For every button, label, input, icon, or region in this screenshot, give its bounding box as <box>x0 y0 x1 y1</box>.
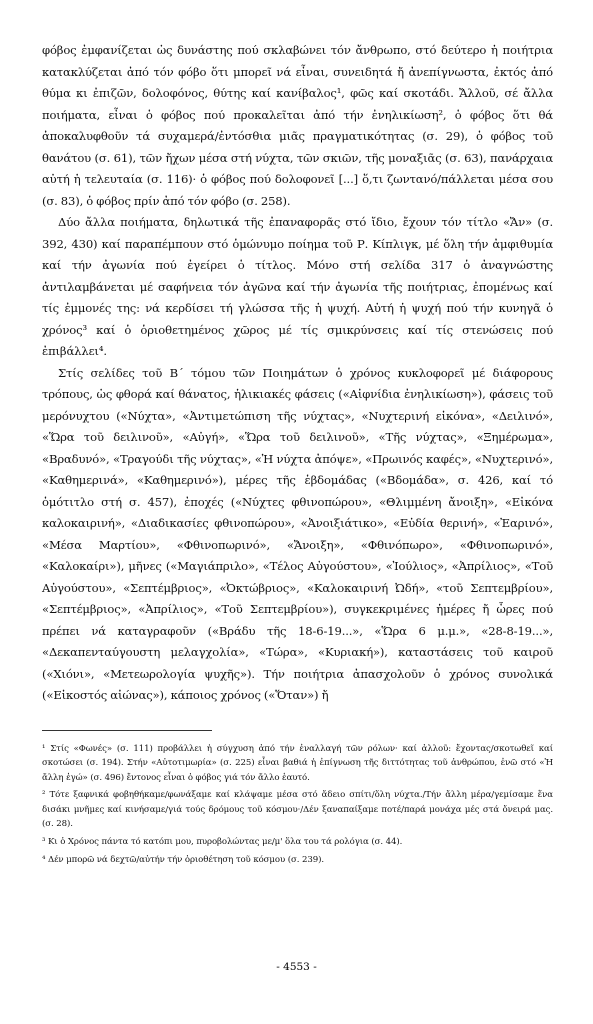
footnote-3: ³ Κι ὁ Χρόνος πάντα τό κατόπι μου, πυροβολώντας με/μ' ὅλα του τά ρολόγια (σ. 44). <box>42 837 403 848</box>
paragraph-3: Στίς σελίδες τοῦ Β΄ τόμου τῶν Ποιημάτων ὁ χρόνος κυκλοφορεῖ μέ διάφορους τρόπους, ὡς φθορά καί θάνατος, ἡλικιακές φάσεις («Αἰφνίδια ἐνηλικίωση»), φάσεις τοῦ μερόνυχτου («Νύχτα», «Ἀντιμετώπιση τῆς νύχτας», «Νυχτερινή εἰκόνα», «Δειλινό», «Ὥρα τοῦ δειλινοῦ», «Αὐγή», «Ὥρα τοῦ δειλινοῦ», «Τῆς νύχτας», «Ξημέρωμα», «Βραδυνό», «Τραγούδι τῆς νύχτας», «Ἡ νύχτα ἀπόψε», «Πρωινός καφές», «Νυχτερινό», «Καθημερινά», «Καθημερινό»), μέρες τῆς ἑβδομάδας («Βδομάδα», σ. 426, καί τό ὁμότιτλο στή σ. 457), ἐποχές («Νύχτες φθινοπώρου», «Θλιμμένη ἄνοιξη», «Εἰκόνα καλοκαιρινή», «Διαδικασίες φθινοπώρου», «Ἀνοιξιάτικο», «Εὐδία θερινή», «Ἐαρινό», «Μέσα Μαρτίου», «Φθινοπωρινό», «Ἄνοιξη», «Φθινόπωρο», «Φθινοπωρινό», «Καλοκαίρι»), μῆνες («Μαγιάπριλο», «Τέλος Αὐγούστου», «Ἰούλιος», «Ἀπρίλιος», «Τοῦ Αὐγούστου», «Σεπτέμβριος», «Ὀκτώβριος», «Καλοκαιρινή Ὠδή», «τοῦ Σεπτεμβρίου», «Σεπτέμβριος», «Ἀπρίλιος», «Τοῦ Σεπτεμβρίου»), συγκεκριμένες ἡμέρες ἤ ὧρες πού πρέπει νά καταγραφοῦν («Βράδυ τῆς 18-6-19...», «Ὥρα 6 μ.μ.», «28-8-19...», «Δεκαπενταύγουστη μελαγχολία», «Τώρα», «Κυριακή»), καταστάσεις τοῦ καιροῦ («Χιόνι», «Μετεωρολογία ψυχῆς»). Τήν ποιήτρια ἀπασχολοῦν ὁ χρόνος συνολικά («Εἰκοστός αἰώνας»), κάποιος χρόνος («Ὅταν») ἤ <box>42 365 553 702</box>
footnote-2: ² Τότε ξαφνικά φοβηθήκαμε/φωνάξαμε καί κλάψαμε μέσα στό ἄδειο σπίτι/ὅλη νύχτα./Τήν ἄλλη μέρα/γεμίσαμε ἕνα δισάκι μνῆμες καί κινήσαμε/γιά τούς δρόμους τοῦ κόσμου·/Δέν ξαναπαίξαμε ποτέ/παρά μονάχα μές στά ὄνειρά μας. (σ. 28). <box>42 790 553 830</box>
footnotes <box>42 742 553 868</box>
body-text <box>42 40 553 707</box>
footnote-divider <box>42 730 212 731</box>
footnote-1: ¹ Στίς «Φωνές» (σ. 111) προβάλλει ἡ σύγχυση ἀπό τήν ἐναλλαγή τῶν ρόλων· καί ἀλλοῦ: ἔχοντας/σκοτωθεῖ καί σκοτώσει (σ. 194). Στήν «Αὐτοτιμωρία» (σ. 225) εἶναι βαθιά ἡ ἐπίγνωση τῆς διττότητας τοῦ ἀνθρώπου, ἐνῶ στό «Ἡ ἄλλη ἐγώ» (σ. 496) ἔντονος εἶναι ὁ φόβος γιά τόν ἄλλο ἑαυτό. <box>42 743 553 783</box>
footnote-4: ⁴ Δέν μπορῶ νά δεχτῶ/αὐτήν τήν ὁριοθέτηση τοῦ κόσμου (σ. 239). <box>42 854 325 865</box>
paragraph-1: φόβος ἐμφανίζεται ὡς δυνάστης πού σκλαβώνει τόν ἄνθρωπο, στό δεύτερο ἡ ποιήτρια κατακλύζεται ἀπό τόν φόβο ὅτι μπορεῖ νά εἶναι, συνειδητά ἤ ἀνεπίγνωστα, ἐκτός ἀπό θύμα κι ἐπιζῶν, δολοφόνος, θύτης καί κανίβαλος¹, φῶς καί σκοτάδι. Ἄλλοῦ, σέ ἄλλα ποιήματα, εἶναι ὁ φόβος πού προκαλεῖται ἀπό τήν ἐνηλικίωση², ὁ φόβος ὅτι θά ἀποκαλυφθοῦν τά συχαμερά/ἐντόσθια μιᾶς πραγματικότητας (σ. 29), ὁ φόβος τοῦ θανάτου (σ. 61), τῶν ἤχων μέσα στή νύχτα, τῶν σκιῶν, τῆς μοναξιᾶς (σ. 63), πανάρχαια αὐτή ἡ τελευταία (σ. 116)· ὁ φόβος πού δολοφονεῖ [...] ὅ,τι ζωντανό/πάλλεται μέσα σου (σ. 83), ὁ φόβος πρίν ἀπό τόν φόβο (σ. 258). <box>42 43 553 208</box>
paragraph-2: Δύο ἄλλα ποιήματα, δηλωτικά τῆς ἐπαναφορᾶς στό ἴδιο, ἔχουν τόν τίτλο «Ἄν» (σ. 392, 430) καί παραπέμπουν στό ὁμώνυμο ποίημα τοῦ Ρ. Κίπλιγκ, μέ ὅλη τήν ἀμφιθυμία καί τήν ἀγωνία πού ἐγείρει ὁ τίτλος. Μόνο στή σελίδα 317 ὁ ἀναγνώστης ἀντιλαμβάνεται μέ σαφήνεια τόν ἀγῶνα καί τήν ἀγωνία τῆς ποιήτριας, ἐπομένως καί τίς ἐμμονές της: νά κερδίσει τή γλώσσα τῆς ἡ ψυχή. Αὐτή ἡ ψυχή πού τήν κυνηγᾶ ὁ χρόνος³ καί ὁ ὁριοθετημένος χῶρος μέ τίς σμικρύνσεις καί τίς στενώσεις πού ἐπιβάλλει⁴. <box>42 215 553 358</box>
page-number: - 4553 - <box>276 961 317 973</box>
